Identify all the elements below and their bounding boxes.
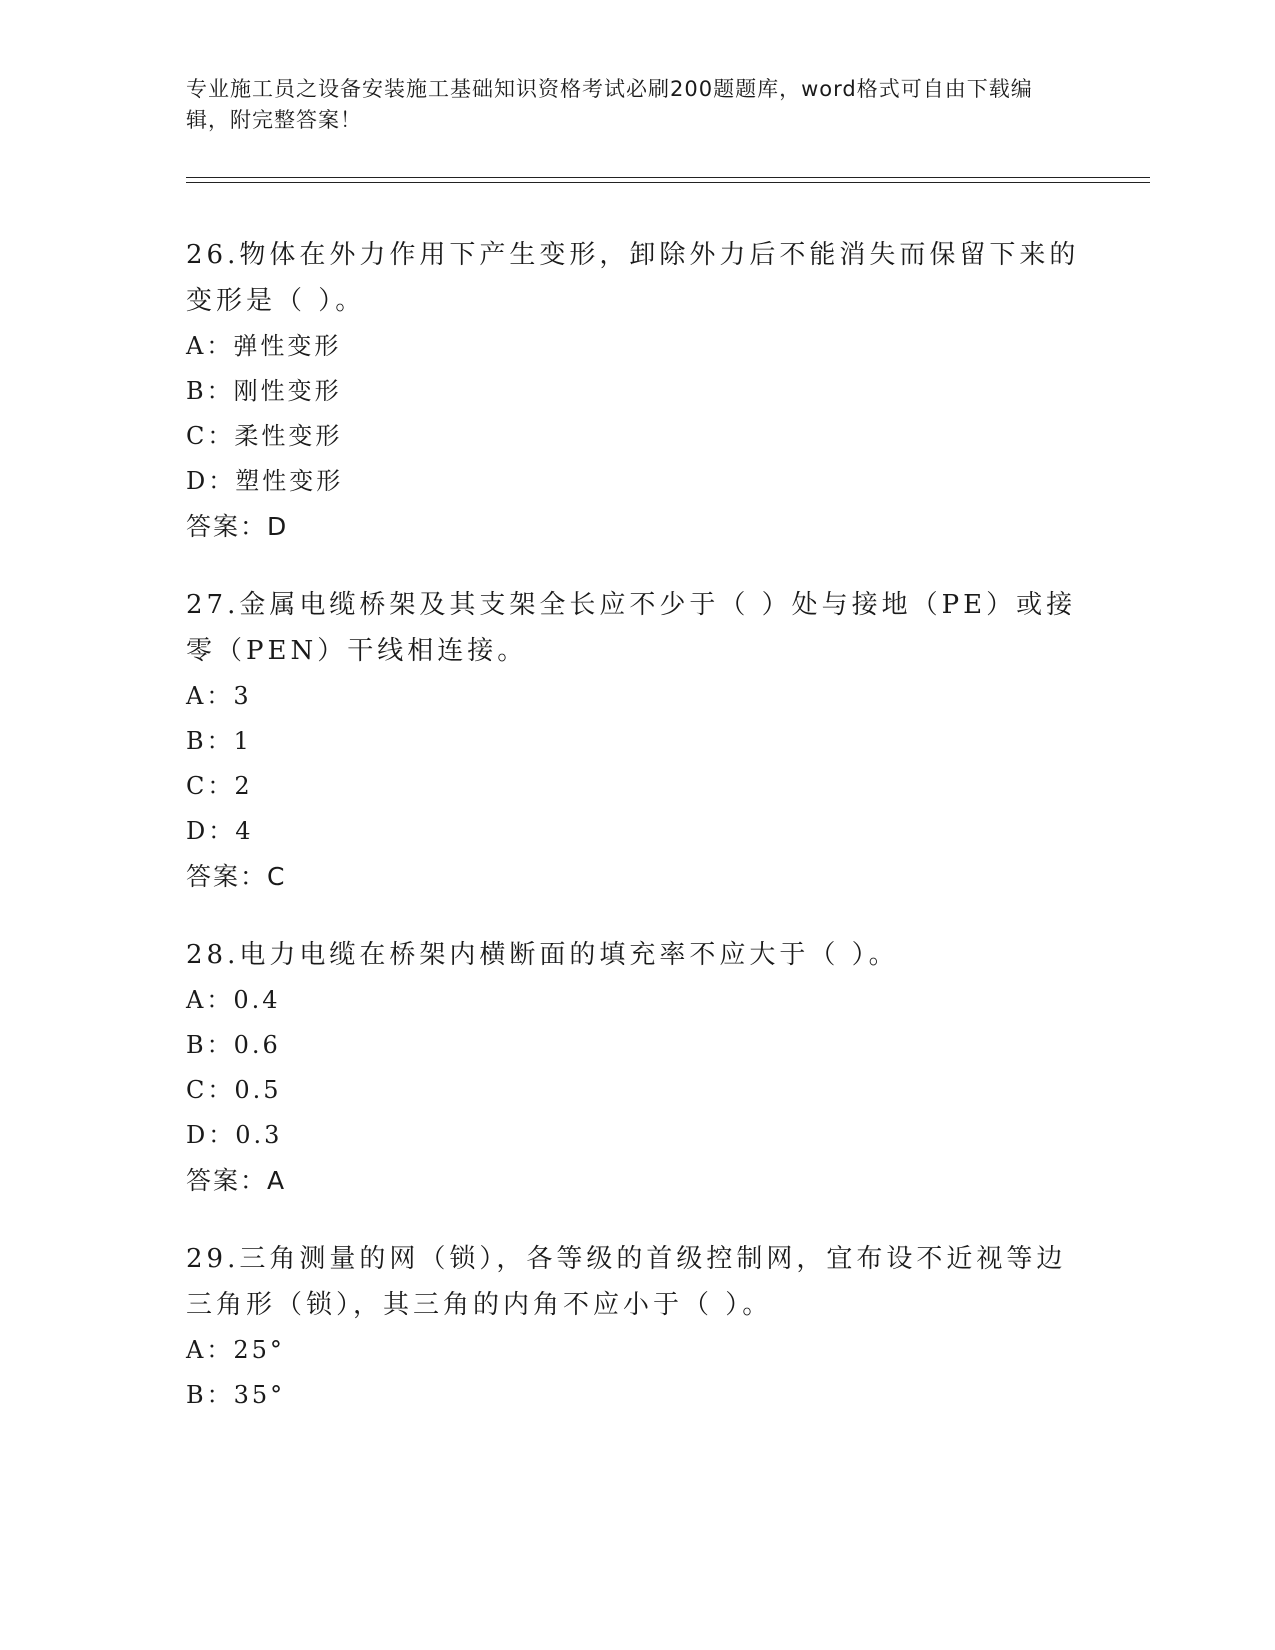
option-b: B：刚性变形 (186, 377, 342, 405)
option-d: D：4 (186, 817, 254, 845)
option-b: B：35° (186, 1381, 286, 1409)
option-b: B：1 (186, 727, 252, 755)
option-a: A：3 (186, 682, 252, 710)
question-27 (186, 582, 1086, 900)
header-divider-top (186, 177, 1150, 178)
header-divider-bottom (186, 182, 1150, 183)
answer: 答案：D (186, 512, 289, 541)
question-stem: 26.物体在外力作用下产生变形，卸除外力后不能消失而保留下来的变形是（ ）。 (186, 240, 1080, 316)
option-d: D：0.3 (186, 1121, 283, 1149)
option-a: A：25° (186, 1336, 285, 1364)
answer: 答案：A (186, 1166, 287, 1195)
question-28 (186, 932, 1086, 1204)
question-stem: 27.金属电缆桥架及其支架全长应不少于（ ）处与接地（PE）或接零（PEN）干线相连接。 (186, 590, 1077, 666)
question-29 (186, 1236, 1086, 1418)
question-stem: 29.三角测量的网（锁），各等级的首级控制网，宜布设不近视等边三角形（锁），其三角的内角不应小于（ ）。 (186, 1244, 1067, 1320)
question-stem: 28.电力电缆在桥架内横断面的填充率不应大于（ ）。 (186, 940, 899, 970)
option-a: A：0.4 (186, 986, 281, 1014)
option-c: C：柔性变形 (186, 422, 343, 450)
option-d: D：塑性变形 (186, 467, 344, 495)
option-a: A：弹性变形 (186, 332, 342, 360)
option-c: C：0.5 (186, 1076, 282, 1104)
question-26 (186, 232, 1086, 550)
option-b: B：0.6 (186, 1031, 281, 1059)
answer: 答案：C (186, 862, 287, 891)
document-header: 专业施工员之设备安装施工基础知识资格考试必刷200题题库，word格式可自由下载编辑，附完整答案！ (186, 77, 1033, 132)
question-list (186, 232, 1086, 1450)
option-c: C：2 (186, 772, 253, 800)
